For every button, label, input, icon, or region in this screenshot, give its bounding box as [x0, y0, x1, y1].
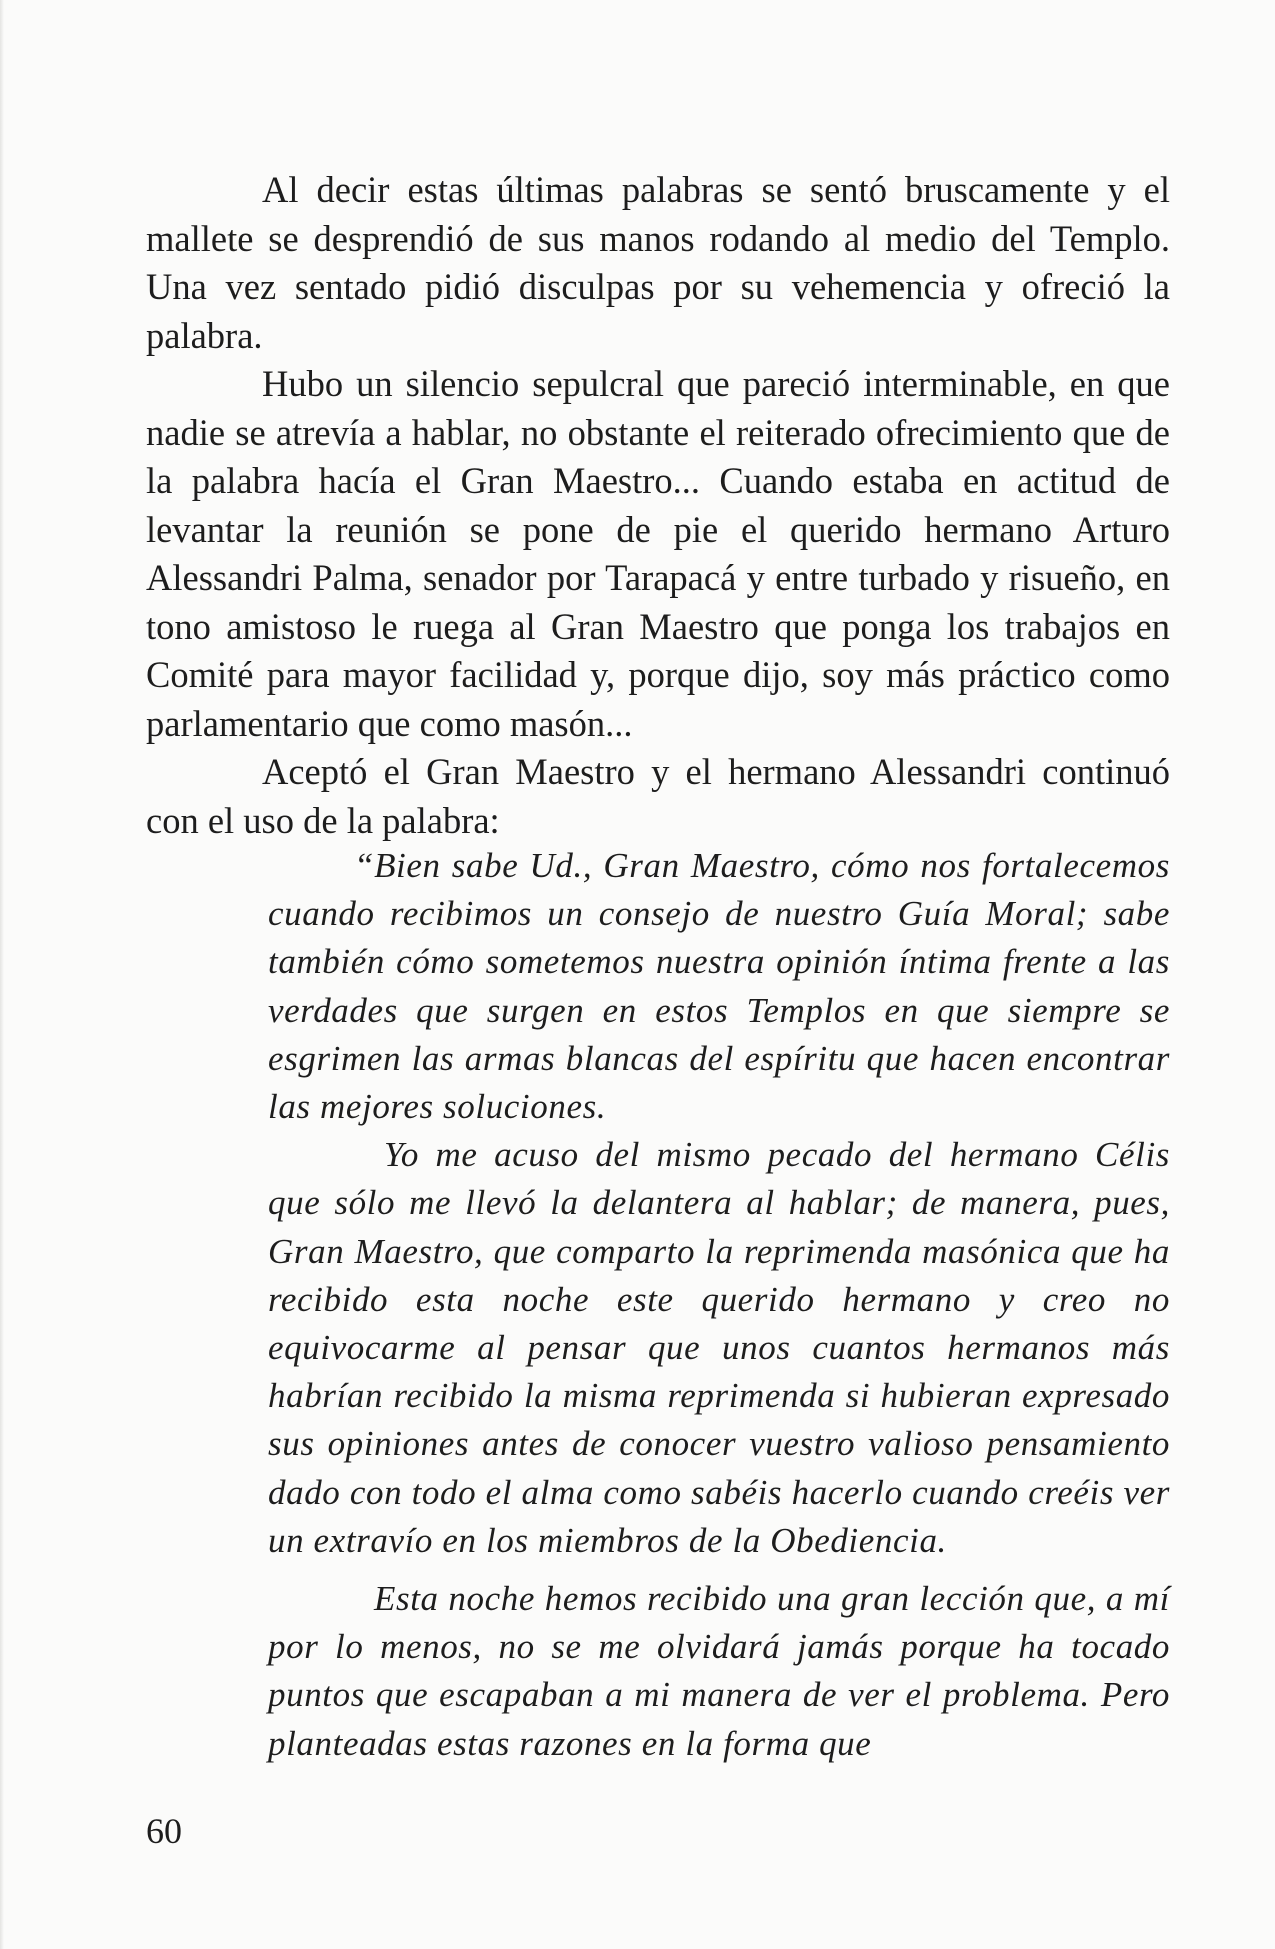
scan-edge-shadow [0, 0, 4, 1949]
paragraph-1: Al decir estas últimas palabras se sentó bruscamente y el mallete se desprendió de sus manos rodando al medio del Templo. Una vez sentado pidió disculpas por su vehemencia y ofreció la palabra. [146, 169, 1170, 356]
quote-paragraph-1: “Bien sabe Ud., Gran Maestro, cómo nos fortalecemos cuando recibimos un consejo de nuestro Guía Moral; sabe también cómo sometemos nuestra opinión íntima frente a las verdades que surgen en estos Templos en que siempre se esgrimen las armas blancas del espíritu que hacen encontrar las mejores soluciones. [268, 846, 1170, 1127]
quote-paragraph-3: Esta noche hemos recibido una gran lección que, a mí por lo menos, no se me olvidará jamás porque ha tocado puntos que escapaban a mi manera de ver el problema. Pero planteadas estas razones en la forma que [268, 1579, 1170, 1763]
quote-paragraph-2: Yo me acuso del mismo pecado del hermano Célis que sólo me llevó la delantera al hablar; de manera, pues, Gran Maestro, que comparto la reprimenda masónica que ha recibido esta noche este querido hermano y creo no equivocarme al pensar que unos cuantos hermanos más habrían recibido la misma reprimenda si hubieran expresado sus opiniones antes de conocer vuestro valioso pensamiento dado con todo el alma como sabéis hacerlo cuando creéis ver un extravío en los miembros de la Obediencia. [268, 1135, 1170, 1560]
quoted-speech [268, 842, 1170, 1768]
body-text [146, 166, 1170, 845]
paragraph-2: Hubo un silencio sepulcral que pareció interminable, en que nadie se atrevía a hablar, no obstante el reiterado ofrecimiento que de la palabra hacía el Gran Maestro... Cuando estaba en actitud de levantar la reunión se pone de pie el querido hermano Arturo Alessandri Palma, senador por Tarapacá y entre turbado y risueño, en tono amistoso le ruega al Gran Maestro que ponga los trabajos en Comité para mayor facilidad y, porque dijo, soy más práctico como parlamentario que como masón... [146, 363, 1170, 744]
page-number: 60 [146, 1811, 182, 1851]
paragraph-3: Aceptó el Gran Maestro y el hermano Alessandri continuó con el uso de la palabra: [146, 751, 1170, 841]
